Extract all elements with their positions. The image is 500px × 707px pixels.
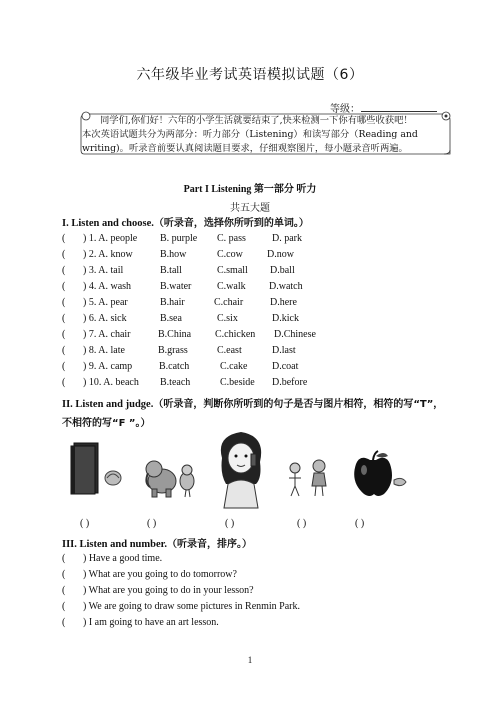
judge-blank-1[interactable]: ( ) <box>80 518 90 529</box>
judge-blank-5[interactable]: ( ) <box>355 518 365 529</box>
section-1-title-cn: （听录音，选择你所听到的单词。） <box>153 218 309 229</box>
section-2-title-en: II. Listen and judge. <box>62 399 154 410</box>
section-3-title-en: III. Listen and number. <box>62 539 167 550</box>
elephant-bird-picture <box>142 455 202 500</box>
girl-phone-picture <box>212 428 270 510</box>
section-2-title <box>62 395 452 410</box>
intro-line-3: writing)。听录音前要认真阅读题目要求，仔细观察图片，每小题录音听两遍。 <box>82 143 408 155</box>
section-1-title <box>62 214 309 229</box>
section-2-title-cn-1: （听录音，判断你所听到的句子是否与图片相符，相符的写“T”， <box>153 399 444 410</box>
judge-blank-3[interactable]: ( ) <box>225 518 235 529</box>
section-3-title <box>62 535 252 550</box>
page-title: 六年级毕业考试英语模拟试题（6） <box>136 67 364 83</box>
judge-blank-4[interactable]: ( ) <box>297 518 307 529</box>
children-picture <box>283 458 335 498</box>
judge-blank-2[interactable]: ( ) <box>147 518 157 529</box>
section-1-title-en: I. Listen and choose. <box>62 218 154 229</box>
page-number: 1 <box>247 655 253 665</box>
intro-line-1: 同学们,你们好！六年的小学生活就要结束了,快来检测一下你有哪些收获吧！ <box>100 115 413 126</box>
book-picture <box>68 440 106 496</box>
grade-label: 等级： <box>330 104 360 115</box>
section-2-title-line2: 不相符的写“F ”。） <box>62 418 151 429</box>
section-3-title-cn: （听录音，排序。） <box>166 539 252 550</box>
apple-picture <box>350 450 410 500</box>
intro-text <box>82 114 452 157</box>
intro-line-2: 本次英语试题共分为两部分：听力部分（Listening）和读写部分（Reading and <box>82 129 418 141</box>
section-count: 共五大题 <box>230 203 270 214</box>
small-object-picture <box>102 466 124 488</box>
part-heading: Part I Listening 第一部分 听力 <box>183 184 317 195</box>
